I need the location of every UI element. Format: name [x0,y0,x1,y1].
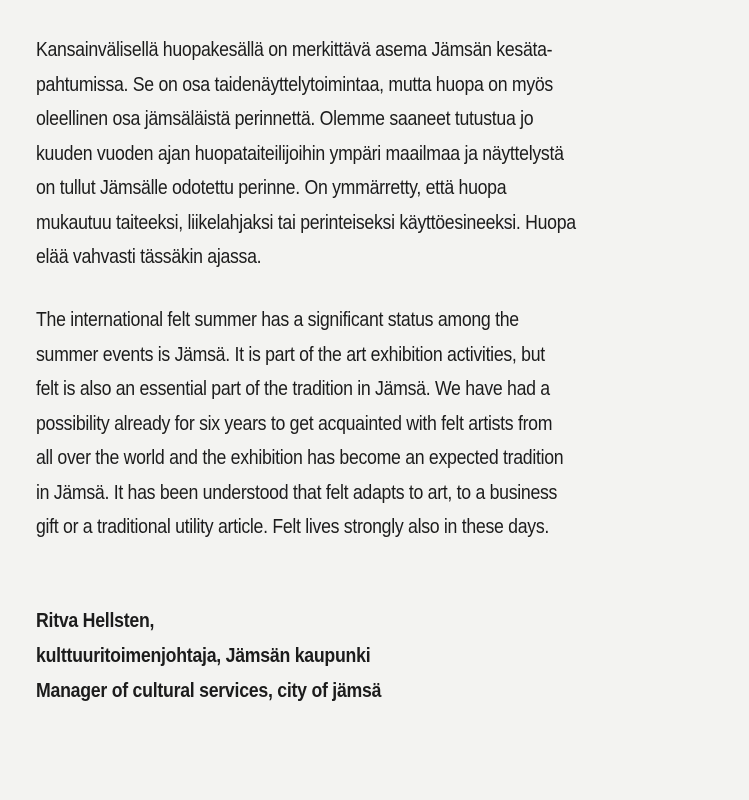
signature-name: Ritva Hellsten, [36,609,155,632]
signature-title-finnish: kulttuuritoimenjohtaja, Jämsän kaupunki [36,644,371,667]
finnish-paragraph [36,33,724,303]
english-line: felt is also an essential part of the tradition in Jämsä. We have had a [36,377,550,400]
finnish-line: on tullut Jämsälle odotettu perinne. On ymmärretty, että huopa [36,176,507,199]
english-line: all over the world and the exhibition has become an expected tradition [36,446,564,469]
english-line: summer events is Jämsä. It is part of the art exhibition activities, but [36,342,545,366]
signature-block [36,603,724,708]
finnish-line: kuuden vuoden ajan huopataiteilijoihin ympäri maailmaa ja näyttelystä [36,141,564,165]
signature-title-english: Manager of cultural services, city of jämsä [36,679,382,702]
english-paragraph [36,303,724,603]
finnish-line: mukautuu taiteeksi, liikelahjaksi tai perinteiseksi käyttöesineeksi. Huopa [36,210,576,234]
finnish-line: Kansainvälisellä huopakesällä on merkittävä asema Jämsän kesäta- [36,38,553,61]
english-line: gift or a traditional utility article. Felt lives strongly also in these days. [36,515,550,538]
finnish-line: elää vahvasti tässäkin ajassa. [36,245,262,268]
finnish-line: oleellinen osa jämsäläistä perinnettä. Olemme saaneet tutustua jo [36,107,534,130]
english-line: in Jämsä. It has been understood that felt adapts to art, to a business [36,480,558,504]
english-line: The international felt summer has a significant status among the [36,308,519,331]
finnish-line: pahtumissa. Se on osa taidenäyttelytoimintaa, mutta huopa on myös [36,72,553,96]
english-line: possibility already for six years to get acquainted with felt artists from [36,411,553,435]
